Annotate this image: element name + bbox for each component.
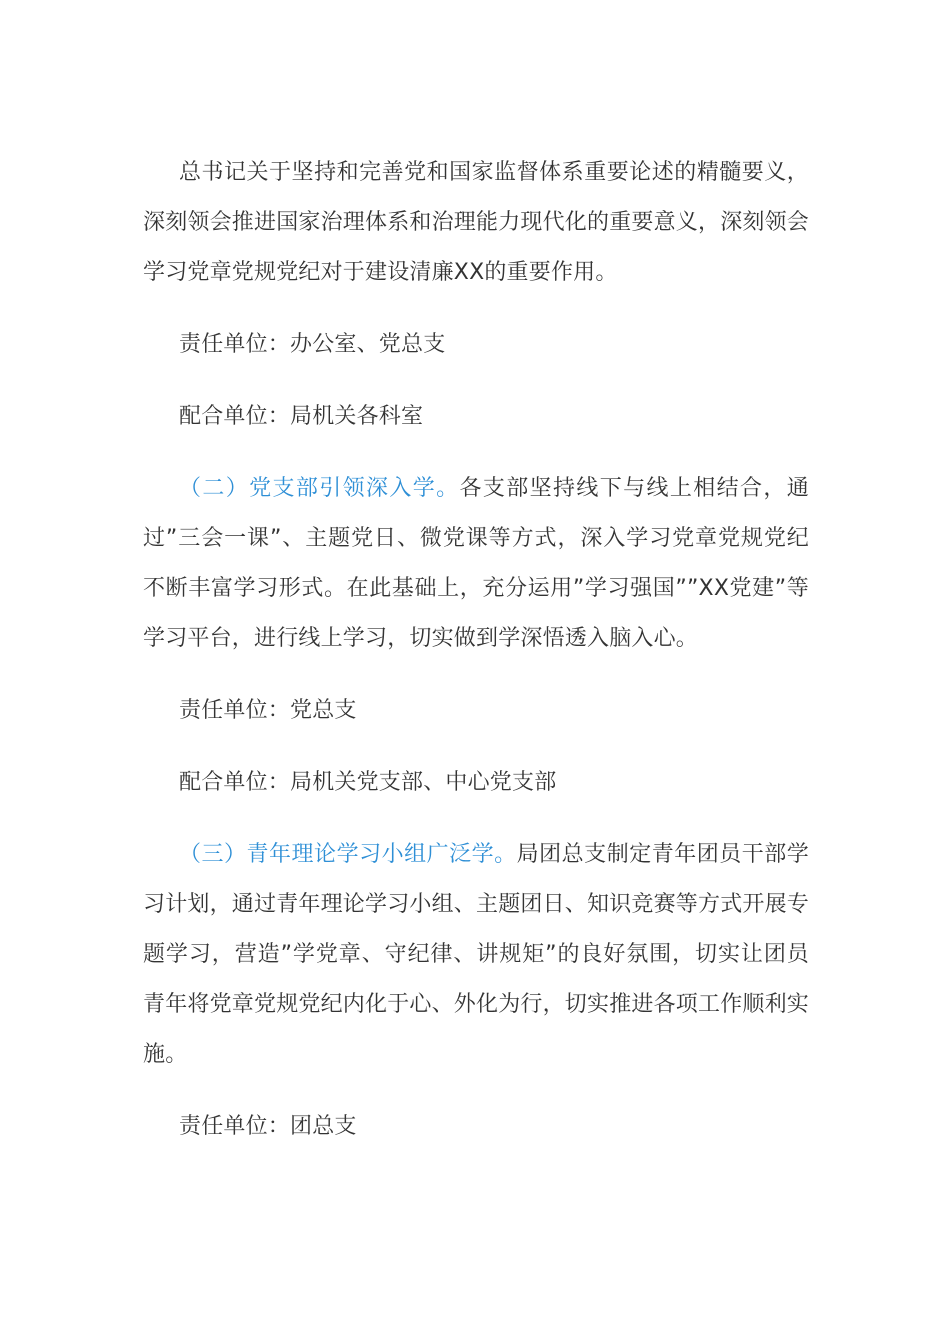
section2-cooperating-unit: 配合单位：局机关党支部、中心党支部	[179, 770, 557, 795]
section2-heading: （二）党支部引领深入学。	[179, 476, 460, 501]
section3-body: 局团总支制定青年团员干部学习计划，通过青年理论学习小组、主题团日、知识竞赛等方式开展专题学习，营造”学党章、守纪律、讲规矩”的良好氛围，切实让团员青年将党章党规党纪内化于心、外化为行，切实推进各项工作顺利实施。	[143, 842, 810, 1067]
intro-paragraph: 总书记关于坚持和完善党和国家监督体系重要论述的精髓要义，深刻领会推进国家治理体系和治理能力现代化的重要意义，深刻领会学习党章党规党纪对于建设清廉XX的重要作用。	[143, 160, 810, 285]
document-page	[143, 148, 809, 1152]
intro-responsible-unit: 责任单位：办公室、党总支	[179, 332, 446, 357]
section2-paragraph	[143, 464, 809, 664]
section2-responsible-unit: 责任单位：党总支	[179, 698, 357, 723]
section3-paragraph	[143, 830, 809, 1080]
section3-responsible-unit: 责任单位：团总支	[179, 1114, 357, 1139]
intro-cooperating-unit: 配合单位：局机关各科室	[179, 404, 424, 429]
section2-body: 各支部坚持线下与线上相结合，通过”三会一课”、主题党日、微党课等方式，深入学习党章党规党纪不断丰富学习形式。在此基础上，充分运用”学习强国””XX党建”等学习平台，进行线上学习，切实做到学深悟透入脑入心。	[143, 476, 809, 651]
section3-heading: （三）青年理论学习小组广泛学。	[179, 842, 517, 867]
